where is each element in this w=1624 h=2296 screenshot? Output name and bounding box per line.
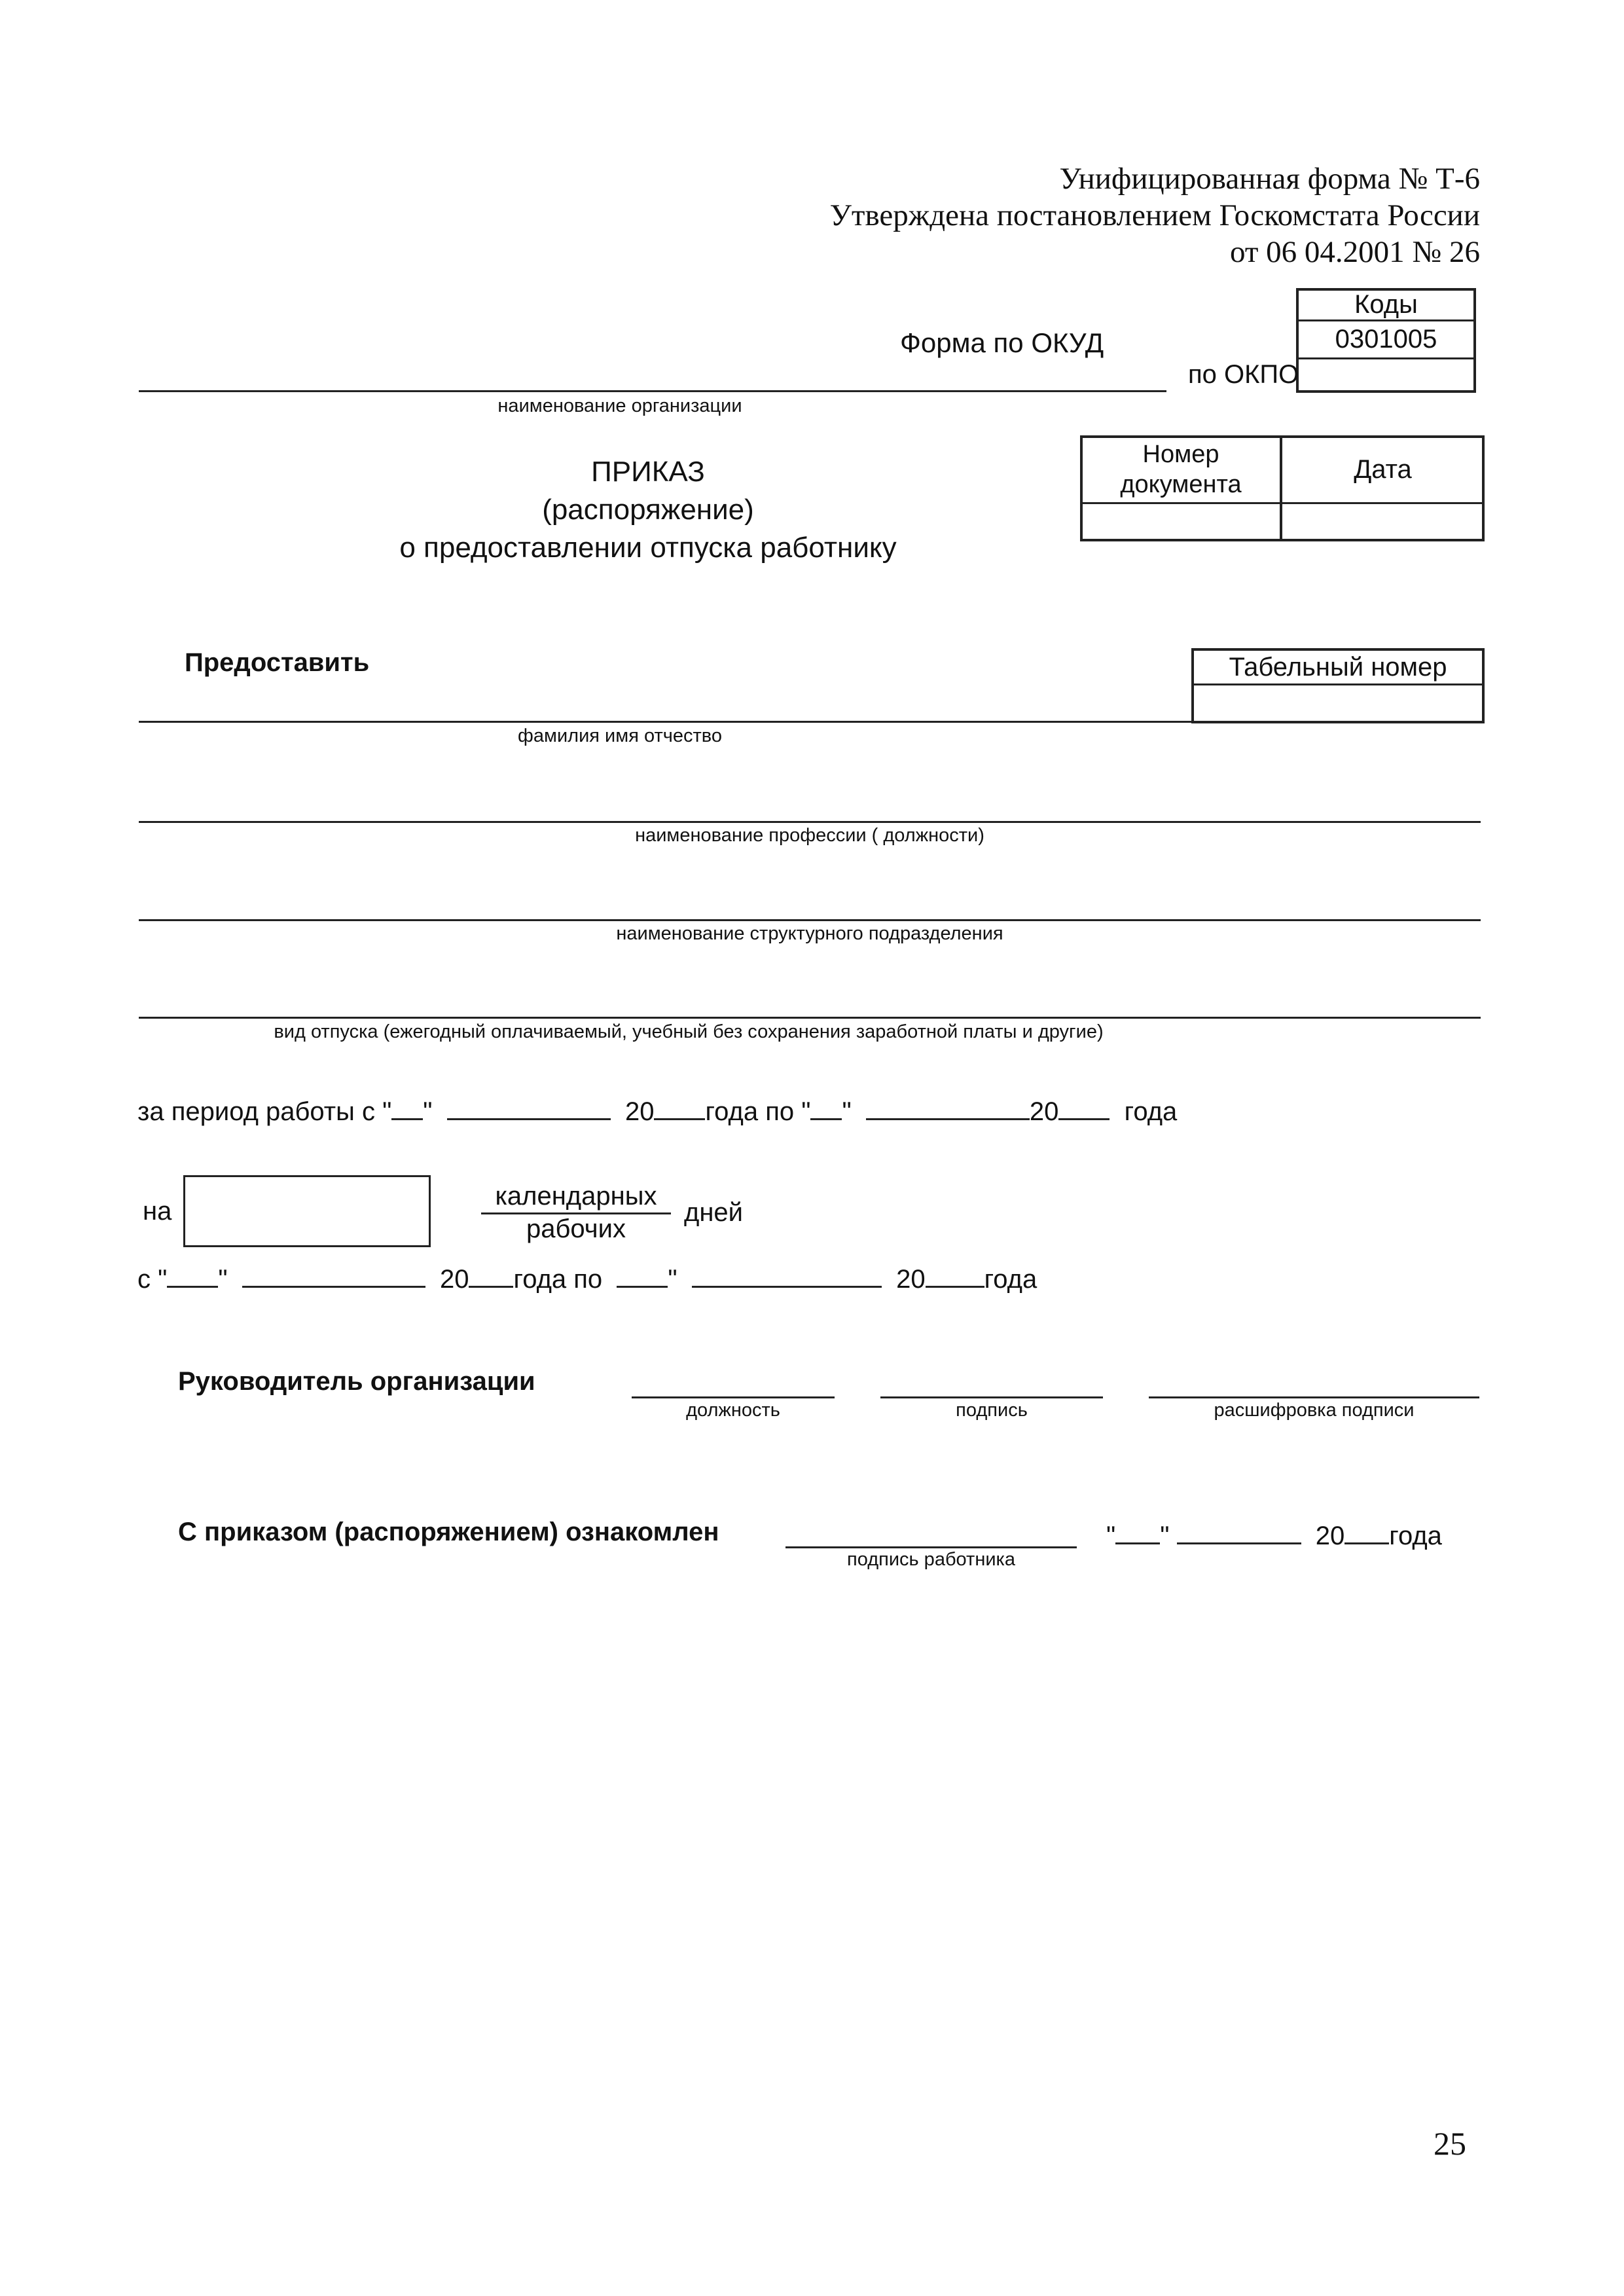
okpo-label: по ОКПО xyxy=(1188,360,1299,389)
employee-name-caption: фамилия имя отчество xyxy=(518,725,722,746)
employee-name-field[interactable] xyxy=(139,721,1191,723)
ack-day-field[interactable] xyxy=(1115,1519,1160,1544)
form-name: Унифицированная форма № Т-6 xyxy=(1059,162,1480,196)
grant-label: Предоставить xyxy=(185,648,370,677)
document-date-field[interactable] xyxy=(1283,505,1483,539)
to-year-field[interactable] xyxy=(1058,1095,1110,1120)
leave-to-month-field[interactable] xyxy=(692,1262,882,1288)
head-decoding-caption: расшифровка подписи xyxy=(1214,1400,1415,1421)
head-signature-caption: подпись xyxy=(956,1400,1028,1421)
leave-from-year-field[interactable] xyxy=(469,1262,513,1288)
order-title-subject: о предоставлении отпуска работнику xyxy=(399,532,897,564)
okud-label: Форма по ОКУД xyxy=(900,327,1104,358)
days-label: дней xyxy=(684,1198,744,1227)
acknowledgement-label: С приказом (распоряжением) ознакомлен xyxy=(178,1518,719,1546)
codes-title: Коды xyxy=(1354,289,1418,319)
department-field[interactable] xyxy=(139,919,1481,921)
head-position-field[interactable] xyxy=(632,1396,835,1398)
page-number: 25 xyxy=(1434,2125,1466,2162)
head-position-caption: должность xyxy=(686,1400,780,1421)
ack-year-field[interactable] xyxy=(1344,1519,1389,1544)
days-count-field[interactable] xyxy=(183,1175,431,1247)
to-day-field[interactable] xyxy=(810,1095,842,1120)
profession-caption: наименование профессии ( должности) xyxy=(635,825,984,846)
leave-dates-row: с " " 20 года по " 20 года xyxy=(137,1262,1037,1294)
order-title-sub: (распоряжение) xyxy=(542,494,754,526)
form-header xyxy=(830,160,1480,270)
employee-signature-field[interactable] xyxy=(785,1546,1077,1548)
organization-field[interactable] xyxy=(139,390,1166,392)
acknowledgement-date-row: " " 20 года xyxy=(1106,1519,1442,1551)
head-decoding-field[interactable] xyxy=(1149,1396,1479,1398)
to-month-field[interactable] xyxy=(866,1095,1030,1120)
document-number-field[interactable] xyxy=(1083,505,1279,539)
work-period-row: за период работы с " " 20 года по " " 20 года xyxy=(137,1095,1177,1127)
working-days-option: рабочих xyxy=(526,1214,626,1243)
okud-code: 0301005 xyxy=(1335,324,1437,354)
from-month-field[interactable] xyxy=(447,1095,611,1120)
approval-text: Утверждена постановлением Госкомстата России xyxy=(829,198,1480,232)
order-title-main: ПРИКАЗ xyxy=(591,456,705,488)
head-signature-field[interactable] xyxy=(880,1396,1103,1398)
leave-to-day-field[interactable] xyxy=(617,1262,668,1288)
document-date-header: Дата xyxy=(1354,454,1412,484)
employee-signature-caption: подпись работника xyxy=(847,1549,1015,1570)
document-number-header: Номер документа xyxy=(1120,441,1242,498)
calendar-days-option: календарных xyxy=(481,1182,671,1214)
leave-from-day-field[interactable] xyxy=(167,1262,218,1288)
leave-type-caption: вид отпуска (ежегодный оплачиваемый, учебный без сохранения заработной платы и другие) xyxy=(274,1021,1104,1042)
from-day-field[interactable] xyxy=(391,1095,423,1120)
ack-month-field[interactable] xyxy=(1177,1519,1301,1544)
order-title xyxy=(321,453,975,567)
work-period-prefix: за период работы с " xyxy=(137,1097,392,1126)
leave-from-month-field[interactable] xyxy=(242,1262,425,1288)
leave-type-field[interactable] xyxy=(139,1017,1481,1019)
personnel-number-header: Табельный номер xyxy=(1229,652,1447,682)
personnel-number-field[interactable] xyxy=(1194,686,1482,721)
leave-to-year-field[interactable] xyxy=(926,1262,984,1288)
department-caption: наименование структурного подразделения xyxy=(616,923,1003,944)
days-na-label: на xyxy=(143,1197,172,1226)
profession-field[interactable] xyxy=(139,821,1481,823)
okpo-code-field[interactable] xyxy=(1296,359,1476,393)
approval-date: от 06 04.2001 № 26 xyxy=(1229,235,1480,269)
from-year-field[interactable] xyxy=(654,1095,705,1120)
organization-caption: наименование организации xyxy=(497,395,742,416)
head-label: Руководитель организации xyxy=(178,1367,535,1396)
